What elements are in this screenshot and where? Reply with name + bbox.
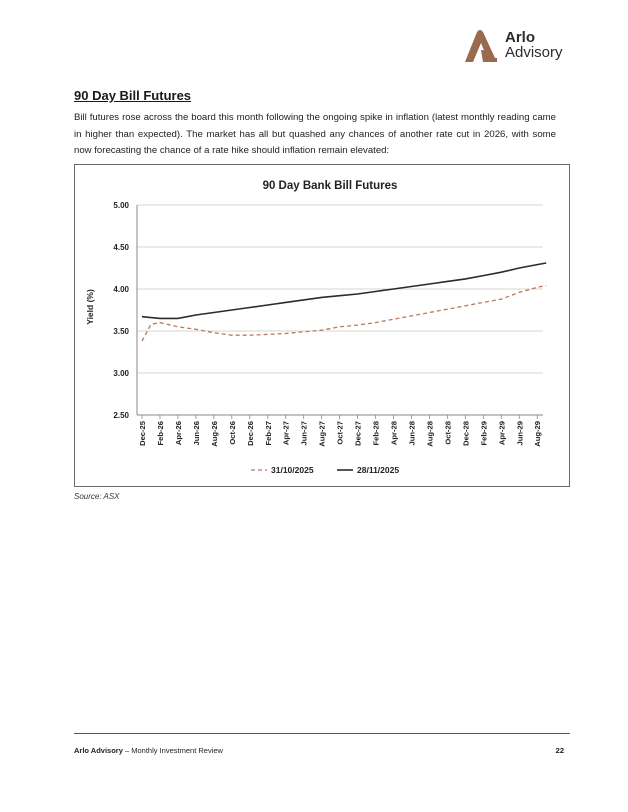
x-tick-label: Aug-29 — [533, 421, 543, 447]
x-tick-label: Aug-27 — [317, 421, 327, 447]
legend-label-1: 31/10/2025 — [271, 465, 314, 475]
page-footer — [74, 746, 564, 755]
arlo-logo-icon — [463, 28, 499, 64]
section-heading: 90 Day Bill Futures — [74, 88, 192, 103]
x-tick-label: Feb-28 — [371, 421, 381, 446]
footer-divider — [74, 733, 570, 734]
line-chart — [75, 165, 569, 486]
legend-label-2: 28/11/2025 — [357, 465, 400, 475]
x-tick-label: Feb-29 — [479, 421, 489, 446]
x-tick-label: Apr-28 — [389, 421, 399, 446]
chart-source: Source: ASX — [74, 492, 120, 501]
x-tick-label: Jun-27 — [299, 421, 309, 446]
x-tick-label: Apr-26 — [173, 421, 183, 446]
x-tick-label: Dec-25 — [138, 421, 147, 446]
logo-word-advisory: Advisory — [505, 44, 563, 61]
logo-word-arlo: Arlo — [505, 29, 535, 46]
x-tick-label: Dec-27 — [353, 421, 363, 446]
y-tick-label: 5.00 — [113, 201, 129, 210]
x-tick-label: Jun-29 — [515, 421, 525, 446]
footer-brand: Arlo Advisory — [74, 746, 123, 755]
x-tick-label: Aug-26 — [209, 421, 219, 447]
x-tick-label: Dec-28 — [461, 421, 471, 446]
x-tick-label: Oct-26 — [227, 421, 237, 445]
y-tick-label: 3.00 — [113, 369, 129, 378]
chart-title: 90 Day Bank Bill Futures — [262, 180, 398, 192]
footer-publication: – Monthly Investment Review — [122, 746, 223, 755]
x-tick-label: Jun-26 — [191, 421, 201, 446]
chart-frame — [74, 164, 570, 487]
page-number: 22 — [555, 746, 564, 755]
x-tick-label: Jun-28 — [407, 421, 417, 446]
x-tick-label: Apr-29 — [497, 421, 507, 446]
y-tick-label: 3.50 — [113, 327, 129, 336]
x-tick-label: Feb-27 — [263, 421, 273, 446]
y-tick-label: 2.50 — [113, 411, 129, 420]
x-tick-label: Apr-27 — [281, 421, 291, 446]
series-line-2 — [142, 263, 546, 318]
y-tick-label: 4.50 — [113, 243, 129, 252]
company-logo — [463, 28, 573, 64]
x-tick-label: Oct-27 — [335, 421, 345, 445]
x-tick-label: Dec-26 — [245, 421, 255, 446]
y-tick-label: 4.00 — [113, 285, 129, 294]
x-tick-label: Oct-28 — [443, 421, 453, 445]
x-tick-label: Aug-28 — [425, 421, 435, 447]
section-paragraph: Bill futures rose across the board this month following the ongoing spike in inflation (latest monthly reading came in higher than expected). The market has all but quashed any chances of another rate cut in 2026, with some now forecasting the chance of a rate hike should inflation remain elevated: — [74, 112, 556, 156]
x-tick-label: Feb-26 — [155, 421, 165, 446]
y-axis-label: Yield (%) — [85, 289, 95, 325]
